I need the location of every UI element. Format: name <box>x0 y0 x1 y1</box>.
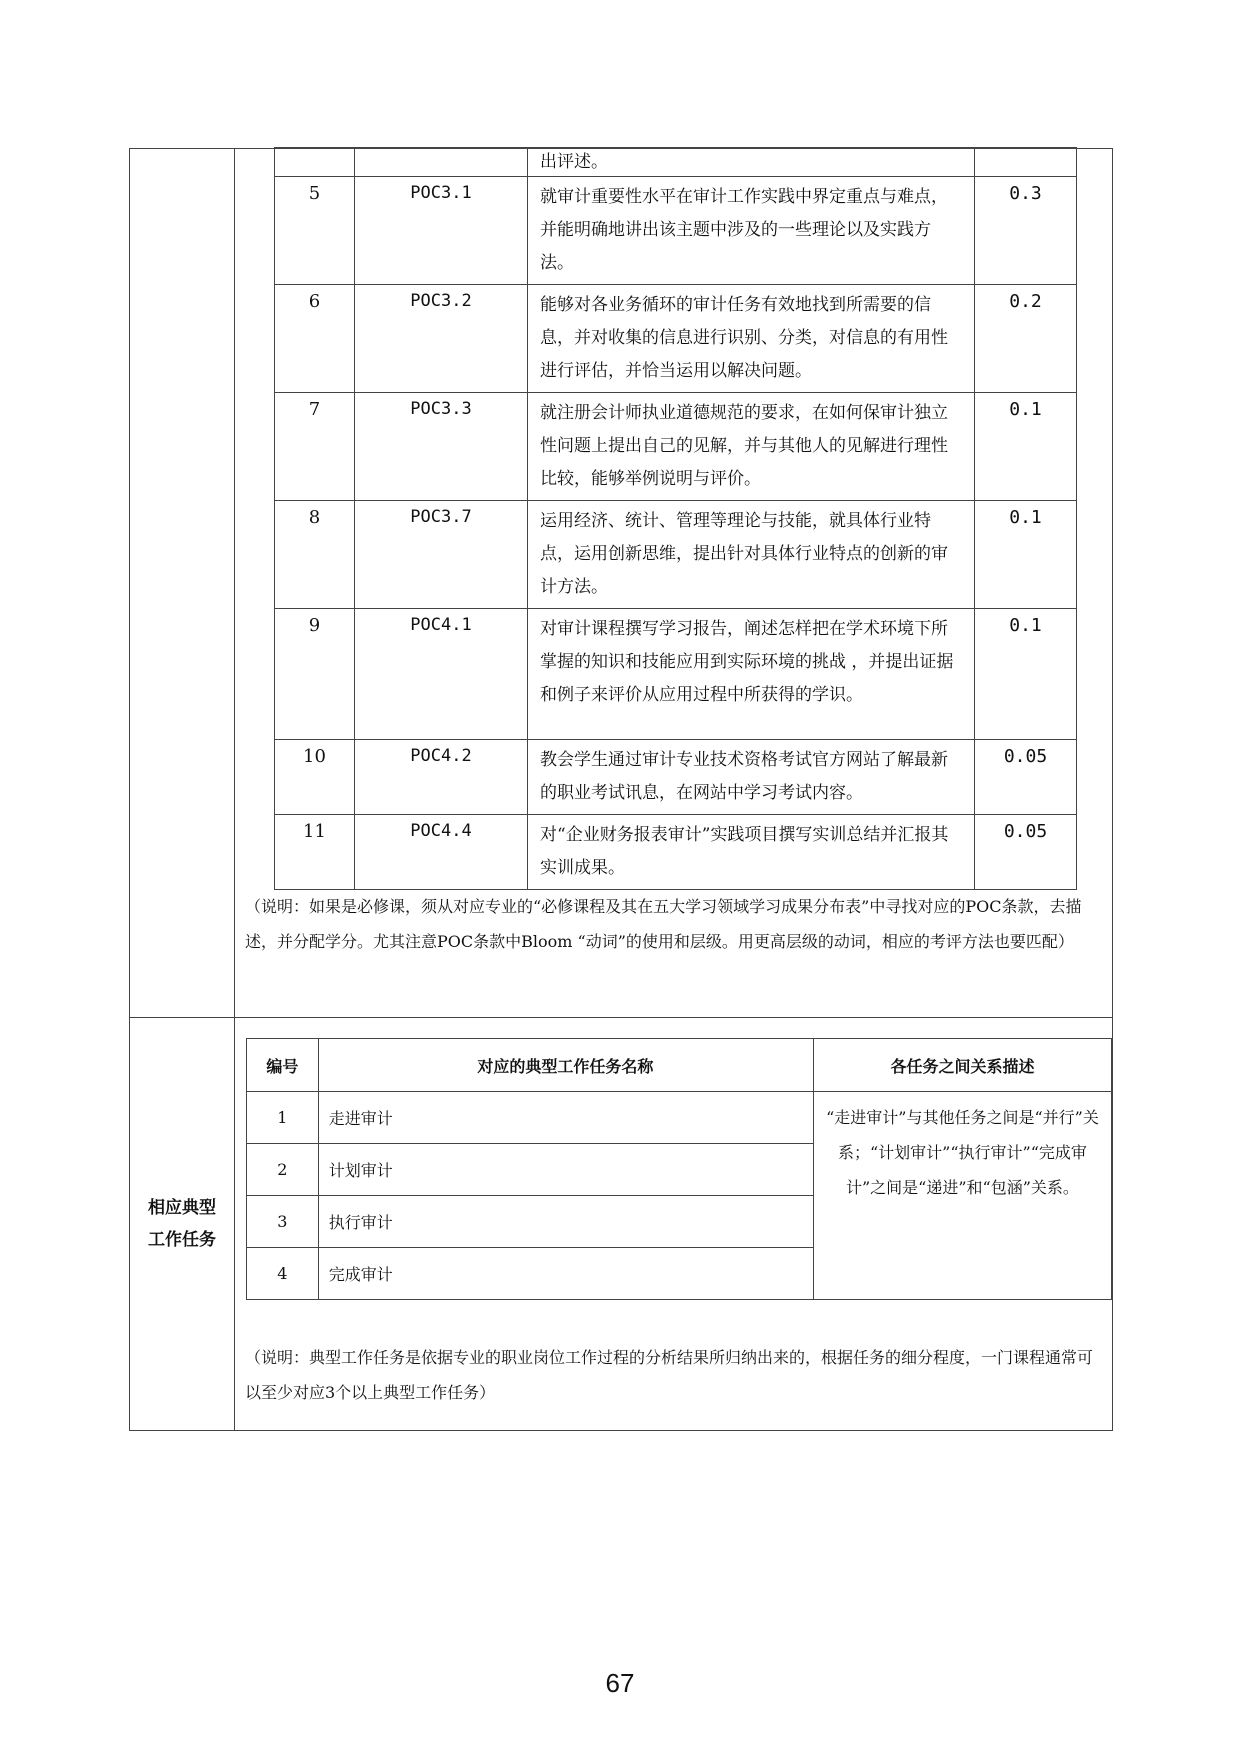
poc-weight: 0.2 <box>975 285 1077 393</box>
task-name: 走进审计 <box>318 1092 813 1144</box>
left-cell-empty <box>130 149 235 1017</box>
poc-code: POC4.4 <box>355 815 528 890</box>
poc-no: 6 <box>275 285 355 393</box>
page-number: 67 <box>605 1668 635 1698</box>
table-row <box>275 815 1077 890</box>
poc-desc: 就注册会计师执业道德规范的要求，在如何保审计独立性问题上提出自己的见解，并与其他人的见解进行理性比较，能够举例说明与评价。 <box>528 393 975 501</box>
header-name: 对应的典型工作任务名称 <box>318 1039 813 1092</box>
poc-desc: 运用经济、统计、管理等理论与技能，就具体行业特点，运用创新思维，提出针对具体行业特点的创新的审计方法。 <box>528 501 975 609</box>
header-no: 编号 <box>247 1039 319 1092</box>
poc-weight: 0.1 <box>975 609 1077 740</box>
poc-no: 9 <box>275 609 355 740</box>
task-header-row <box>247 1039 1112 1092</box>
poc-weight: 0.1 <box>975 501 1077 609</box>
task-relation: “走进审计”与其他任务之间是“并行”关系；“计划审计”“执行审计”“完成审计”之间是“递进”和“包涵”关系。 <box>813 1092 1111 1300</box>
table-row <box>275 285 1077 393</box>
poc-weight: 0.1 <box>975 393 1077 501</box>
poc-cell <box>235 149 1112 1017</box>
poc-desc: 对“企业财务报表审计”实践项目撰写实训总结并汇报其实训成果。 <box>528 815 975 890</box>
outer-row-tasks <box>130 1018 1112 1430</box>
task-note: （说明：典型工作任务是依据专业的职业岗位工作过程的分析结果所归纳出来的，根据任务的细分程度，一门课程通常可以至少对应3个以上典型工作任务） <box>245 1348 1094 1402</box>
poc-desc: 能够对各业务循环的审计任务有效地找到所需要的信息，并对收集的信息进行识别、分类，对信息的有用性进行评估，并恰当运用以解决问题。 <box>528 285 975 393</box>
poc-weight: 0.3 <box>975 177 1077 285</box>
table-row <box>275 501 1077 609</box>
task-cell <box>235 1018 1112 1430</box>
poc-table <box>274 147 1077 890</box>
poc-code: POC3.3 <box>355 393 528 501</box>
task-no: 3 <box>247 1196 319 1248</box>
poc-code: POC3.2 <box>355 285 528 393</box>
table-row <box>275 177 1077 285</box>
task-name: 完成审计 <box>318 1248 813 1300</box>
poc-desc: 出评述。 <box>528 148 975 177</box>
task-no: 4 <box>247 1248 319 1300</box>
task-table <box>246 1038 1112 1300</box>
task-no: 1 <box>247 1092 319 1144</box>
poc-no: 5 <box>275 177 355 285</box>
poc-note: （说明：如果是必修课，须从对应专业的“必修课程及其在五大学习领域学习成果分布表”中寻找对应的POC条款，去描述，并分配学分。尤其注意POC条款中Bloom “动词”的使用和层级。用更高层级的动词，相应的考评方法也要匹配） <box>245 897 1082 951</box>
table-row <box>275 393 1077 501</box>
task-no: 2 <box>247 1144 319 1196</box>
task-name: 执行审计 <box>318 1196 813 1248</box>
poc-desc: 教会学生通过审计专业技术资格考试官方网站了解最新的职业考试讯息，在网站中学习考试内容。 <box>528 740 975 815</box>
poc-code: POC3.7 <box>355 501 528 609</box>
poc-no: 11 <box>275 815 355 890</box>
poc-desc: 对审计课程撰写学习报告，阐述怎样把在学术环境下所掌握的知识和技能应用到实际环境的挑战 ，并提出证据和例子来评价从应用过程中所获得的学识。 <box>528 609 975 740</box>
poc-weight: 0.05 <box>975 815 1077 890</box>
task-name: 计划审计 <box>318 1144 813 1196</box>
poc-code: POC3.1 <box>355 177 528 285</box>
outer-row-poc <box>130 149 1112 1018</box>
poc-no: 8 <box>275 501 355 609</box>
poc-code: POC4.2 <box>355 740 528 815</box>
table-row <box>275 740 1077 815</box>
header-relation: 各任务之间关系描述 <box>813 1039 1111 1092</box>
poc-no: 10 <box>275 740 355 815</box>
poc-weight: 0.05 <box>975 740 1077 815</box>
section-label-cell <box>130 1018 235 1430</box>
table-row <box>275 609 1077 740</box>
poc-code <box>355 148 528 177</box>
poc-desc: 就审计重要性水平在审计工作实践中界定重点与难点，并能明确地讲出该主题中涉及的一些理论以及实践方法。 <box>528 177 975 285</box>
poc-code: POC4.1 <box>355 609 528 740</box>
poc-no <box>275 148 355 177</box>
table-row <box>247 1092 1112 1144</box>
section-label: 相应典型工作任务 <box>148 1198 216 1250</box>
poc-no: 7 <box>275 393 355 501</box>
outer-table <box>129 148 1113 1431</box>
table-row <box>275 148 1077 177</box>
poc-weight <box>975 148 1077 177</box>
